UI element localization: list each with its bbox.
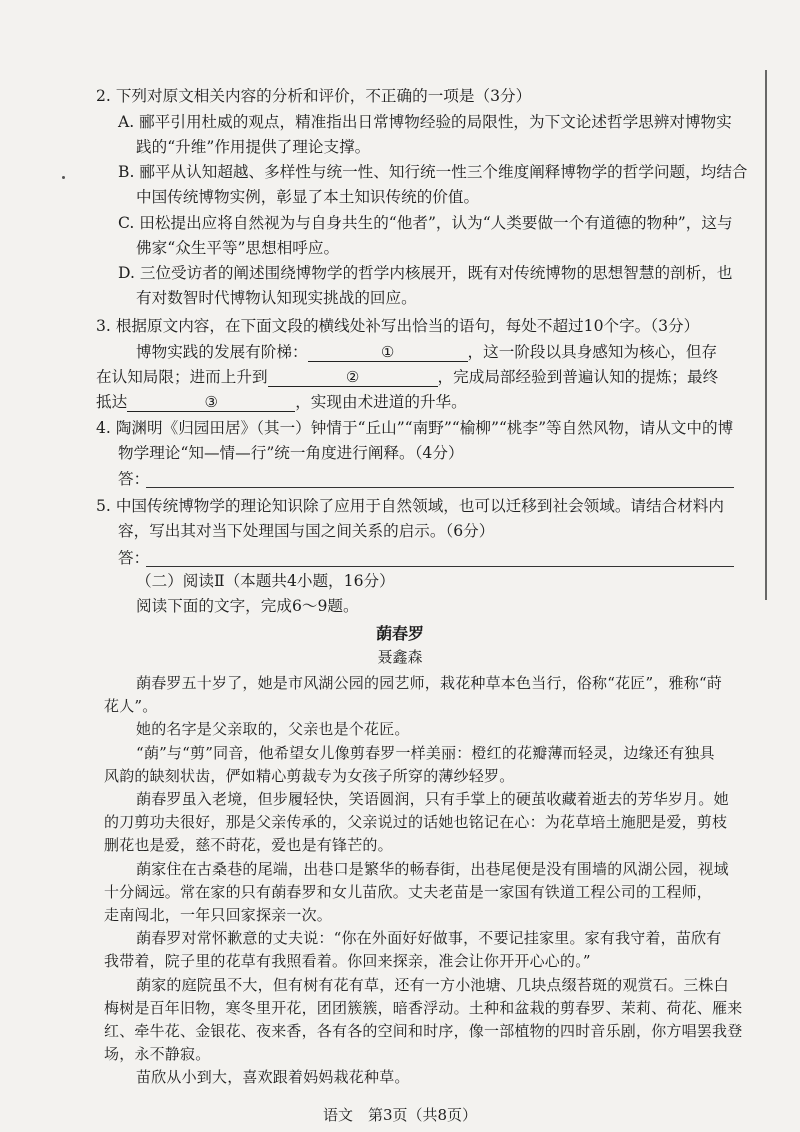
story-line: 我带着，院子里的花草有我照看着。你回来探亲，准会让你开开心心的。” [104, 952, 591, 971]
q3-text-2b: ，完成局部经验到普遍认知的提炼；最终 [437, 368, 719, 386]
q4-stem-line1: 4. 陶渊明《归园田居》（其一）钟情于“丘山”“南野”“榆柳”“桃李”等自然风物，请从文中的博 [96, 419, 734, 437]
section-instruction: 阅读下面的文字，完成6～9题。 [136, 597, 359, 615]
q3-text-1b: ，这一阶段以具身感知为核心，但存 [467, 343, 718, 361]
blank-2-marker: ② [345, 368, 360, 386]
story-line: 她的名字是父亲取的，父亲也是个花匠。 [136, 720, 410, 739]
q5-stem-line2: 容，写出其对当下处理国与国之间关系的启示。（6分） [118, 522, 495, 540]
page-footer: 语文 第3页（共8页） [322, 1106, 478, 1124]
q3-text-2a: 在认知局限；进而上升到 [96, 368, 268, 386]
scan-edge-line [765, 70, 767, 600]
story-line: 梅树是百年旧物，寒冬里开花，团团簇簇，暗香浮动。土种和盆栽的剪春罗、茉莉、荷花、雁来 [104, 998, 743, 1017]
q2-option-c-line1: C. 田松提出应将自然视为与自身共生的“他者”，认为“人类要做一个有道德的物种”，这与 [118, 214, 733, 232]
q5-answer-line[interactable] [146, 566, 734, 567]
story-line: 风韵的缺刻状齿，俨如精心剪裁专为女孩子所穿的薄纱轻罗。 [104, 766, 515, 785]
story-line: “蓢”与“剪”同音，他希望女儿像剪春罗一样美丽：橙红的花瓣薄而轻灵，边缘还有独具 [136, 743, 715, 762]
q5-answer-label: 答： [118, 549, 150, 567]
section-title: （二）阅读Ⅱ（本题共4小题，16分） [136, 572, 395, 590]
story-line: 红、牵牛花、金银花、夜来香，各有各的空间和时序，像一部植物的四时音乐剧，你方唱罢我登 [104, 1022, 743, 1040]
q2-option-b-line1: B. 郦平从认知超越、多样性与统一性、知行统一性三个维度阐释博物学的哲学问题，均结合 [118, 163, 748, 181]
q4-answer-line[interactable] [146, 487, 734, 488]
q3-text-1a: 博物实践的发展有阶梯： [136, 343, 308, 361]
q3-blank-2[interactable] [268, 366, 438, 387]
q2-option-c-line2: 佛家“众生平等”思想相呼应。 [136, 239, 340, 257]
q3-text-3a: 抵达 [96, 393, 128, 411]
story-line: 十分阔远。常在家的只有蓢春罗和女儿苗欣。丈夫老苗是一家国有铁道工程公司的工程师， [104, 882, 713, 901]
story-line: 蓢家的庭院虽不大，但有树有花有草，还有一方小池塘、几块点缀苔斑的观赏石。三株白 [136, 975, 729, 994]
story-title: 蓢春罗 [375, 624, 424, 643]
story-line: 蓢家住在古桑巷的尾端，出巷口是繁华的畅春街，出巷尾便是没有围墙的风湖公园，视域 [136, 859, 729, 878]
q2-stem: 2. 下列对原文相关内容的分析和评价，不正确的一项是（3分） [96, 87, 532, 105]
story-author: 聂鑫森 [377, 648, 423, 666]
q2-option-d-line2: 有对数智时代博物认知现实挑战的回应。 [136, 289, 417, 307]
q3-blank-1[interactable] [308, 341, 468, 362]
q3-fill-line3 [96, 389, 467, 415]
q4-stem-line2: 物学理论“知—情—行”统一角度进行阐释。（4分） [118, 444, 464, 462]
q2-option-d-line1: D. 三位受访者的阐述围绕博物学的哲学内核展开，既有对传统博物的思想智慧的剖析，也 [118, 264, 733, 282]
blank-3-marker: ③ [204, 393, 218, 411]
story-line: 走南闯北，一年只回家探亲一次。 [104, 906, 333, 924]
q3-stem: 3. 根据原文内容，在下面文段的横线处补写出恰当的语句，每处不超过10个字。（3分） [96, 317, 700, 335]
blank-1-marker: ① [380, 343, 395, 361]
story-line: 花人”。 [104, 697, 158, 716]
story-line: 苗欣从小到大，喜欢跟着妈妈栽花种草。 [136, 1068, 410, 1087]
story-line: 蓢春罗虽入老境，但步履轻快，笑语圆润，只有手掌上的硬茧收藏着逝去的芳华岁月。她 [136, 790, 729, 808]
story-line: 删花也是爱，慈不莳花，爱也是有锋芒的。 [104, 836, 393, 855]
story-line: 蓢春罗五十岁了，她是市风湖公园的园艺师，栽花种草本色当行，俗称“花匠”，雅称“莳 [136, 674, 723, 692]
story-line: 的刀剪功夫很好，那是父亲传承的，父亲说过的话她也铭记在心：为花草培土施肥是爱，剪枝 [104, 813, 728, 832]
scan-speck [62, 176, 65, 179]
q4-answer-label: 答： [118, 470, 150, 488]
q3-blank-3[interactable] [127, 391, 295, 412]
q2-option-a-line2: 践的“升维”作用提供了理论支撑。 [136, 138, 371, 156]
q3-text-3b: ，实现由术进道的升华。 [295, 393, 467, 411]
q5-stem-line1: 5. 中国传统博物学的理论知识除了应用于自然领域，也可以迁移到社会领域。请结合材料内 [96, 497, 724, 515]
q3-fill-line1 [136, 339, 717, 365]
q2-option-a-line1: A. 郦平引用杜威的观点，精准指出日常博物经验的局限性，为下文论述哲学思辨对博物实 [118, 113, 732, 131]
story-line: 场，永不静寂。 [104, 1045, 211, 1064]
q3-fill-line2 [96, 364, 718, 390]
q2-option-b-line2: 中国传统博物实例，彰显了本土知识传统的价值。 [136, 188, 480, 206]
story-line: 蓢春罗对常怀歉意的丈夫说：“你在外面好好做事，不要记挂家里。家有我守着，苗欣有 [136, 929, 722, 948]
